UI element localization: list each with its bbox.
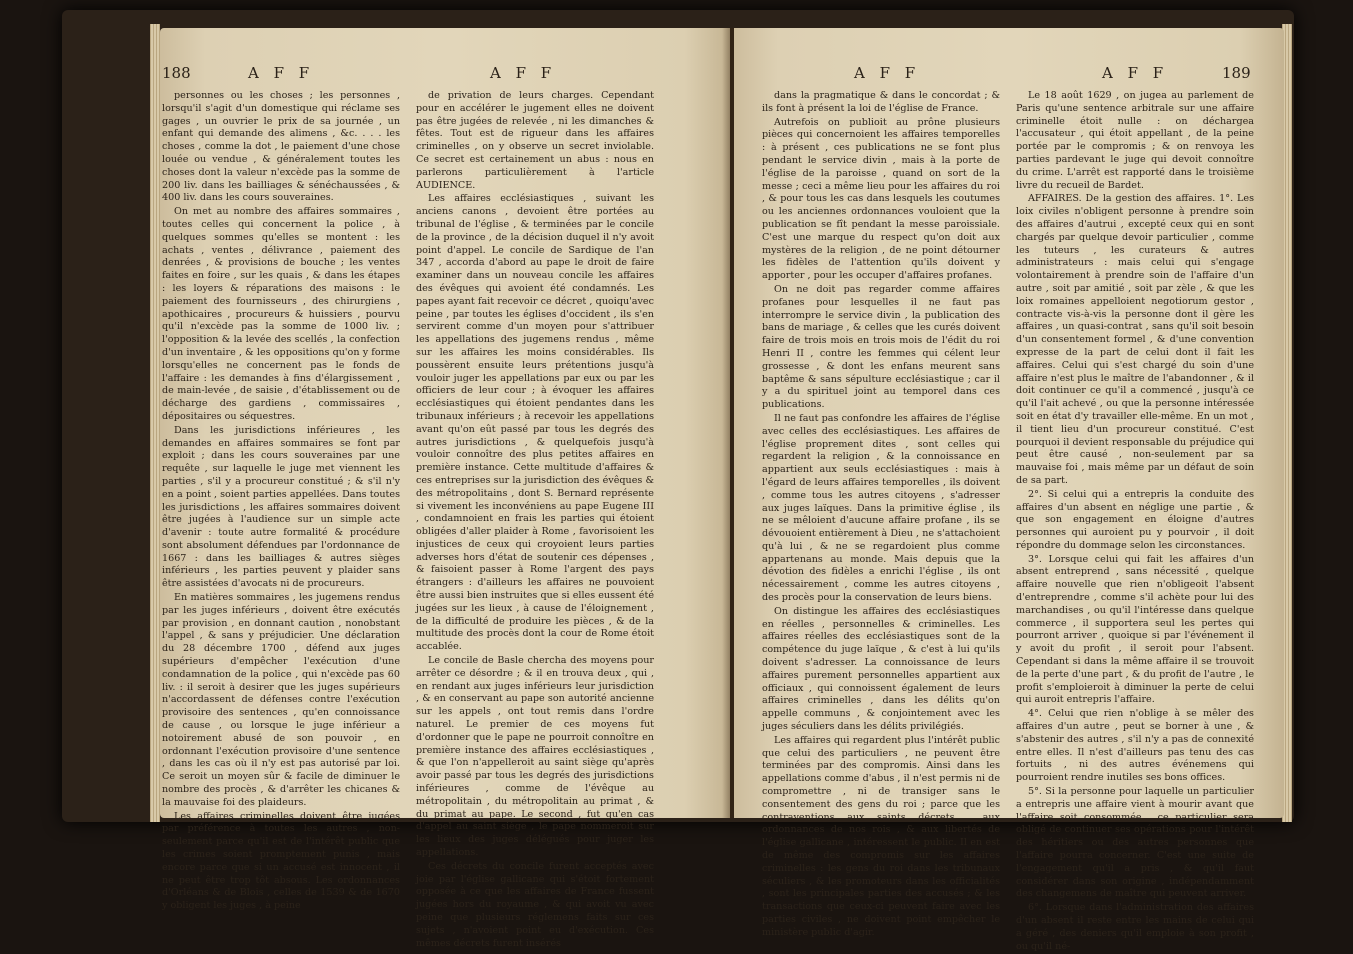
paragraph: AFFAIRES. De la gestion des affaires. 1°. Les loix civiles n'obligent personne à prendre soin des affaires d'autrui , excepté ceux qui en sont chargés par quelque devoir particulier , comme les tuteurs , les curateurs & autres administrateurs : mais celui qui s'engage volontairement à prendre soin de l'affaire d'un autre , soit par amitié , soit par zèle , & que les loix romaines appelloient negotiorum gestor , contracte vis-à-vis la personne dont il gère les affaires , un quasi-contrat , sans qu'il soit besoin d'un consentement formel , & d'une convention expresse de la part de celui dont il fait les affaires. Celui qui s'est chargé du soin d'une affaire n'est plus le maître de l'abandonner , & il doit continuer ce qu'il a commencé , jusqu'à ce qu'il l'ait achevé , ou que la personne intéressée soit en état d'y travailler elle-même. En un mot , il tient lieu d'un procureur constitué. C'est pourquoi il devient responsable du préjudice qui peut être causé , non-seulement par sa mauvaise foi , mais même par un défaut de soin de sa part.	[1016, 193, 1254, 486]
running-head: A F F	[490, 64, 557, 82]
paragraph: de privation de leurs charges. Cependant pour en accélérer le jugement elles ne doivent pas être jugées de relevée , ni les dimanches & fêtes. Tout est de rigueur dans les affaires criminelles , on y observe un secret inviolable. Ce secret est certainement un abus : nous en parlerons particulièrement à l'article AUDIENCE.	[416, 90, 654, 191]
text-column-1	[162, 90, 400, 914]
left-page	[160, 28, 730, 949]
paragraph: 2°. Si celui qui a entrepris la conduite des affaires d'un absent en néglige une partie , & que son engagement en éloigne d'autres personnes qui auroient pu y pourvoir , il doit répondre du dommage selon les circonstances.	[1016, 488, 1254, 551]
text-column-1	[762, 90, 1000, 941]
paragraph: Il ne faut pas confondre les affaires de l'église avec celles des ecclésiastiques. Les affaires de l'église proprement dites , sont celles qui regardent la religion , & la connoissance en appartient aux seuls ecclésiastiques : mais à l'égard de leurs affaires temporelles , ils doivent , comme tous les autres citoyens , s'adresser aux juges laïques. Dans la primitive église , ils ne se mêloient d'aucune affaire profane , ils se dévouoient entièrement à Dieu , ne s'attachoient qu'à lui , & ne se regardoient plus comme appartenans au monde. Mais depuis que la dévotion des fidèles a enrichi l'église , ils ont nécessairement , comme les autres citoyens , des procès pour la conservation de leurs biens.	[762, 412, 1000, 604]
paragraph: On distingue les affaires des ecclésiastiques en réelles , personnelles & criminelles. Les affaires réelles des ecclésiastiques sont de la compétence du juge laïque , & c'est à lui qu'ils doivent s'adresser. La connoissance de leurs affaires purement personnelles appartient aux officiaux , qui connoissent également de leurs affaires criminelles , dans les délits qu'on appelle communs , & conjointement avec les juges séculiers dans les délits privilégiés.	[762, 605, 1000, 733]
paragraph: Les affaires criminelles doivent être jugées par préférence à toutes les autres , non-seulement parce qu'il est de l'intérêt public que les crimes soient promptement punis , mais encore parce que si un accusé est innocent , il ne peut être trop tôt absous. Les ordonnances d'Orléans & de Blois , celles de 1539 & de 1670 y obligent les juges , à peine	[162, 810, 400, 912]
paragraph: 5°. Si la personne pour laquelle un particulier a entrepris une affaire vient à mourir avant que l'affaire soit consommée , ce particulier sera obligé de continuer ses opérations pour l'intérêt des héritiers ou des autres personnes que l'affaire pourra concerner. C'est une suite de l'engagement qu'il a pris , & qu'il faut considérer dans son origine , indépendamment des changemens de maître qui peuvent arriver.	[1016, 786, 1254, 900]
running-head: A F F	[854, 64, 921, 82]
paragraph: On met au nombre des affaires sommaires , toutes celles qui concernent la police , à quelques sommes qu'elles se montent : les achats , ventes , délivrance , paiement des denrées , & provisions de bouche ; les ventes faites en foire , sur les quais , & dans les étapes : les loyers & réparations des maisons : le paiement des fournisseurs , des chirurgiens , apothicaires , procureurs & huissiers , pourvu qu'il n'excède pas la somme de 1000 liv. ; l'opposition & la levée des scellés , la confection d'un inventaire , & les oppositions qu'on y forme lorsqu'elles ne concernent pas le fonds de l'affaire : les demandes à fins d'élargissement , de main-levée , de saisie , d'établissement ou de décharge des gardiens , commissaires , dépositaires ou séquestres.	[162, 206, 400, 422]
paragraph: Ces décrets du concile furent acceptés avec joie par l'église gallicane qui s'étoit fortement opposée à ce que les affaires de France fussent jugées hors du royaume , & qui avoit vu avec peine que plusieurs réglemens faits sur ces sujets , n'avoient point eu d'exécution. Ces mêmes décrets furent insérés	[416, 860, 654, 949]
paragraph: Les affaires qui regardent plus l'intérêt public que celui des particuliers , ne peuvent être terminées par des compromis. Ainsi dans les appellations comme d'abus , il n'est permis ni de compromettre , ni de transiger sans le consentement des gens du roi ; parce que les contraventions aux saints décrets , aux ordonnances de nos rois , & aux libertés de l'église gallicane , intéressent le public. Il en est de même des compromis sur les affaires criminelles : les gens du roi dans les tribunaux séculiers , & les promoteurs dans les officialités , sont les principales parties des accusés ; & les transactions que ceux-ci peuvent faire avec les parties civiles , ne doivent point empêcher le ministère public d'agir.	[762, 734, 1000, 938]
paragraph: Le 18 août 1629 , on jugea au parlement de Paris qu'une sentence arbitrale sur une affaire criminelle étoit nulle : on déchargea l'accusateur , qui étoit appellant , de la peine portée par le compromis ; & on renvoya les parties pardevant le juge qui devoit connoître du crime. L'arrêt est rapporté dans le troisième livre du recueil de Bardet.	[1016, 90, 1254, 191]
running-head: A F F	[1102, 64, 1169, 82]
paragraph: On ne doit pas regarder comme affaires profanes pour lesquelles il ne faut pas interrompre le service divin , la publication des bans de mariage , & celles que les curés doivent faire de trois mois en trois mois de l'édit du roi Henri II , contre les femmes qui célent leur grossesse , & dont les enfans meurent sans baptême & sans sépulture ecclésiastique ; car il y a du spirituel joint au temporel dans ces publications.	[762, 283, 1000, 411]
paragraph: Le concile de Basle chercha des moyens pour arrêter ce désordre ; & il en trouva deux , qui , en rendant aux juges inférieurs leur jurisdiction , & en conservant au pape son autorité ancienne sur les appels , ont tout remis dans l'ordre naturel. Le premier de ces moyens fut d'ordonner que le pape ne pourroit connoître en première instance des affaires ecclésiastiques , & que l'on n'appelleroit au saint siège qu'après avoir passé par tous les degrés des jurisdictions inférieures , comme de l'évêque au métropolitain , du métropolitain au primat , & du primat au pape. Le second , fut qu'en cas d'appel au saint siège , le pape nommeroit sur les lieux des juges délégués pour juger les appellations.	[416, 655, 654, 859]
paragraph: Dans les jurisdictions inférieures , les demandes en affaires sommaires se font par exploit ; dans les cours souveraines par une requête , sur laquelle le juge met viennent les parties , s'il y a procureur constitué ; & s'il n'y en a point , soient parties appellées. Dans toutes les jurisdictions , les affaires sommaires doivent être jugées à l'audience sur un simple acte d'avenir : toute autre formalité & procédure sont absolument défendues par l'ordonnance de 1667 : dans les bailliages & autres sièges inférieurs , les parties peuvent y plaider sans être assistées d'avocats ni de procureurs.	[162, 424, 400, 590]
paragraph: Autrefois on publioit au prône plusieurs pièces qui concernoient les affaires temporelles : à présent , ces publications ne se font plus pendant le service divin , mais à la porte de l'église de la paroisse , quand on sort de la messe ; ceci a même lieu pour les affaires du roi , & pour tous les cas dans lesquels les coutumes ou les anciennes ordonnances vouloient que la publication se fît pendant la messe paroissiale. C'est une marque du respect qu'on doit aux mystères de la religion , de ne point détourner les fidèles de l'attention qu'ils doivent y apporter , pour les occuper d'affaires profanes.	[762, 116, 1000, 282]
paragraph: dans la pragmatique & dans le concordat ; & ils font à présent la loi de l'église de France.	[762, 90, 1000, 114]
paragraph: 4°. Celui que rien n'oblige à se mêler des affaires d'un autre , peut se borner à une , & s'abstenir des autres , s'il n'y a pas de connexité entre elles. Il n'est d'ailleurs pas tenu des cas fortuits , ni des autres événemens qui pourroient rendre inutiles ses bons offices.	[1016, 708, 1254, 784]
open-book	[62, 10, 1294, 952]
left-page-edge	[150, 24, 160, 822]
text-column-2	[416, 90, 654, 951]
page-number: 188	[162, 64, 191, 82]
paragraph: 6°. Lorsque dans l'administration des affaires d'un absent il reste entre les mains de celui qui a géré , des deniers qu'il emploie à son profit , ou qu'il né-	[1016, 902, 1254, 952]
running-head: A F F	[248, 64, 315, 82]
page-number: 189	[1222, 64, 1251, 82]
paragraph: En matières sommaires , les jugemens rendus par les juges inférieurs , doivent être exécutés par provision , en donnant caution , nonobstant l'appel , & sans y préjudicier. Une déclaration du 28 décembre 1700 , défend aux juges supérieurs d'empêcher l'exécution d'une condamnation de la police , qui n'excède pas 60 liv. : il seroit à desirer que les juges supérieurs n'accordassent de défenses contre l'exécution provisoire des sentences , qu'en connoissance de cause , ou lorsque le juge inférieur a notoirement abusé de son pouvoir , en ordonnant l'exécution provisoire d'une sentence , dans les cas où il n'y est pas autorisé par loi. Ce seroit un moyen sûr & facile de diminuer le nombre des procès , & d'arrêter les chicanes & la mauvaise foi des plaideurs.	[162, 592, 400, 808]
paragraph: Les affaires ecclésiastiques , suivant les anciens canons , devoient être portées au tribunal de l'église , & terminées par le concile de la province , de la décision duquel il n'y avoit point d'appel. Le concile de Sardique de l'an 347 , accorda d'abord au pape le droit de faire examiner dans un nouveau concile les affaires des évêques qui avoient été condamnés. Les papes ayant fait recevoir ce décret , quoiqu'avec peine , par toutes les églises d'occident , ils s'en servirent comme d'un moyen pour s'attribuer les appellations des jugemens rendus , même sur les affaires les moins considérables. Ils poussèrent ensuite leurs prétentions jusqu'à vouloir juger les appellations par eux ou par les officiers de leur cour ; à évoquer les affaires ecclésiastiques qui étoient pendantes dans les tribunaux inférieurs ; à recevoir les appellations avant qu'on eût passé par tous les degrés des autres jurisdictions , & quelquefois jusqu'à vouloir connoître des plus petites affaires en première instance. Cette multitude d'affaires & ces entreprises sur la jurisdiction des évêques & des métropolitains , dont S. Bernard représente si vivement les inconvéniens au pape Eugene III , condamnoient en frais les parties qui étoient obligées d'aller plaider à Rome , favorisoient les injustices de ceux qui croyoient leurs parties adverses hors d'état de soutenir ces dépenses , & faisoient passer à Rome l'argent des pays étrangers : d'ailleurs les affaires ne pouvoient être aussi bien instruites que si elles eussent été jugées sur les lieux , à cause de l'éloignement , de la difficulté de produire les pièces , & de la multitude des procès dont la cour de Rome étoit accablée.	[416, 193, 654, 653]
right-page	[734, 28, 1284, 952]
text-column-2	[1016, 90, 1254, 954]
paragraph: personnes ou les choses ; les personnes , lorsqu'il s'agit d'un domestique qui réclame ses gages , un ouvrier le prix de sa journée , un enfant qui demande des alimens , &c. . . . les choses , comme la dot , le paiement d'une chose louée ou vendue , & généralement toutes les choses dont la valeur n'excède pas la somme de 200 liv. dans les bailliages & sénéchaussées , & 400 liv. dans les cours souveraines.	[162, 90, 400, 204]
paragraph: 3°. Lorsque celui qui fait les affaires d'un absent entreprend , sans nécessité , quelque affaire nouvelle que rien n'obligeoit l'absent d'entreprendre , comme s'il achète pour lui des marchandises , ou qu'il l'intéresse dans quelque commerce , il supportera seul les pertes qui pourront arriver , quoique si par l'événement il y avoit du profit , il seroit pour l'absent. Cependant si dans la même affaire il se trouvoit de la perte d'une part , & du profit de l'autre , le profit s'emploieroit à diminuer la perte de celui qui auroit entrepris l'affaire.	[1016, 553, 1254, 706]
